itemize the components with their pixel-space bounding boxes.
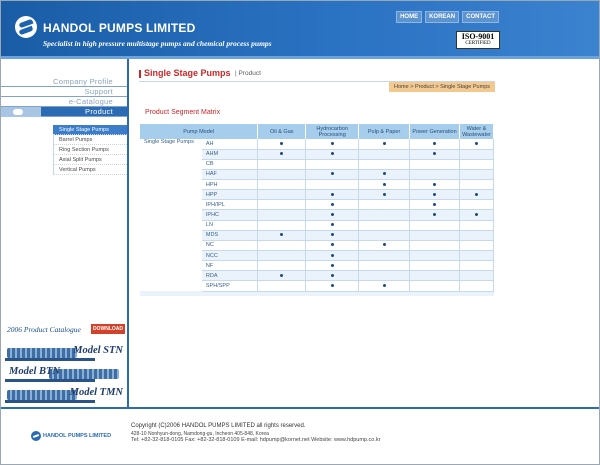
sub-nav	[53, 125, 127, 175]
bullet-icon	[331, 264, 334, 267]
contact-link[interactable]: CONTACT	[462, 11, 499, 23]
pump-illustration-icon	[7, 348, 77, 358]
bullet-icon	[433, 152, 436, 155]
matrix-cell	[306, 180, 359, 190]
footer-brand: HANDOL PUMPS LIMITED	[43, 433, 112, 439]
subnav-ring-section-pumps[interactable]: Ring Section Pumps	[53, 145, 127, 155]
bullet-icon	[280, 233, 283, 236]
matrix-cell	[306, 230, 359, 240]
site-header	[1, 1, 599, 59]
bullet-icon	[331, 254, 334, 257]
matrix-cell	[306, 200, 359, 210]
matrix-cell	[359, 230, 410, 240]
matrix-cell	[410, 251, 460, 261]
nav-item-product-label: Product	[85, 107, 113, 116]
bullet-icon	[280, 274, 283, 277]
matrix-cell	[459, 149, 493, 159]
bullet-icon	[383, 243, 386, 246]
matrix-cell	[306, 190, 359, 200]
bullet-icon	[331, 243, 334, 246]
bullet-icon	[433, 193, 436, 196]
group-label: Single Stage Pumps	[144, 139, 194, 145]
download-button[interactable]: DOWNLOAD	[93, 326, 123, 332]
pump-model-cell: HAF	[202, 169, 258, 179]
matrix-cell	[359, 240, 410, 250]
page-section: | Product	[235, 70, 261, 77]
matrix-cell	[459, 281, 493, 291]
matrix-cell	[306, 149, 359, 159]
matrix-cell	[258, 159, 306, 169]
matrix-cell	[459, 210, 493, 220]
pump-model-cell: HPP	[202, 190, 258, 200]
nav-item-e-catalogue[interactable]: e-Catalogue	[1, 97, 127, 107]
footer-address: 428-10 Nonhyun-dong, Namdong-gu, Incheon 405-848, Korea	[131, 431, 269, 437]
pump-model-cell: IPH/IPL	[202, 200, 258, 210]
bullet-icon	[331, 172, 334, 175]
pump-base	[5, 400, 95, 403]
top-links	[396, 11, 499, 23]
matrix-cell	[258, 261, 306, 271]
matrix-cell	[306, 281, 359, 291]
matrix-cell	[258, 180, 306, 190]
matrix-cell	[359, 159, 410, 169]
pump-model-cell: NC	[202, 240, 258, 250]
matrix-cell	[459, 251, 493, 261]
matrix-cell	[258, 149, 306, 159]
matrix-cell	[410, 190, 460, 200]
pump-model-cell: NF	[202, 261, 258, 271]
breadcrumb[interactable]: Home > Product > Single Stage Pumps	[389, 82, 495, 92]
matrix-cell	[459, 190, 493, 200]
bullet-icon	[383, 172, 386, 175]
matrix-cell	[258, 230, 306, 240]
matrix-cell	[359, 180, 410, 190]
matrix-cell	[258, 210, 306, 220]
matrix-cell	[359, 169, 410, 179]
col-hydrocarbon: Hydrocarbon Processing	[306, 124, 359, 139]
matrix-cell	[459, 240, 493, 250]
subnav-barrel-pumps[interactable]: Barrel Pumps	[53, 135, 127, 145]
iso-badge	[456, 31, 500, 49]
col-power: Power Generation	[410, 124, 460, 139]
matrix-cell	[306, 261, 359, 271]
home-link[interactable]: HOME	[396, 11, 422, 23]
matrix-cell	[359, 220, 410, 230]
matrix-cell	[410, 240, 460, 250]
matrix-cell	[306, 240, 359, 250]
pump-model-cell: CB	[202, 159, 258, 169]
pump-illustration-icon	[7, 390, 77, 400]
footer-copyright: Copyright (C)2006 HANDOL PUMPS LIMITED all rights reserved.	[131, 423, 306, 429]
col-pulp-paper: Pulp & Paper	[359, 124, 410, 139]
col-water: Water & Wastewater	[459, 124, 493, 139]
matrix-cell	[258, 139, 306, 149]
matrix-cell	[306, 159, 359, 169]
iso-badge-title: ISO-9001	[461, 32, 495, 41]
brand-name[interactable]: HANDOL PUMPS LIMITED	[43, 21, 196, 35]
model-btn-label: Model BTN	[9, 366, 61, 377]
bullet-icon	[475, 193, 478, 196]
matrix-cell	[459, 271, 493, 281]
matrix-cell	[306, 220, 359, 230]
matrix-cell	[459, 159, 493, 169]
matrix-cell	[359, 251, 410, 261]
matrix-cell	[410, 200, 460, 210]
bullet-icon	[331, 233, 334, 236]
nav-item-company-profile[interactable]: Company Profile	[1, 77, 127, 87]
matrix-cell	[459, 139, 493, 149]
matrix-cell	[258, 271, 306, 281]
bullet-icon	[331, 274, 334, 277]
matrix-cell	[258, 190, 306, 200]
subnav-single-stage-pumps[interactable]: Single Stage Pumps	[53, 125, 127, 135]
nav-item-support[interactable]: Support	[1, 87, 127, 97]
matrix-cell	[258, 251, 306, 261]
subnav-vertical-pumps[interactable]: Vertical Pumps	[53, 165, 127, 175]
model-stn-banner[interactable]	[3, 342, 127, 362]
bullet-icon	[475, 213, 478, 216]
table-header-row	[140, 124, 494, 139]
col-oil-gas: Oil & Gas	[258, 124, 306, 139]
bullet-icon	[331, 223, 334, 226]
matrix-cell	[410, 139, 460, 149]
matrix-cell	[410, 230, 460, 240]
table-footer-cell	[140, 291, 494, 296]
matrix-cell	[306, 169, 359, 179]
main-content	[131, 59, 598, 407]
segment-matrix-title: Product Segment Matrix	[145, 109, 221, 116]
pump-base	[5, 358, 95, 361]
matrix-cell	[306, 251, 359, 261]
bullet-icon	[280, 152, 283, 155]
catalogue-banner	[5, 323, 127, 337]
matrix-cell	[359, 149, 410, 159]
matrix-cell	[410, 169, 460, 179]
pump-model-cell: RDA	[202, 271, 258, 281]
matrix-cell	[359, 271, 410, 281]
table-row	[140, 139, 494, 149]
matrix-cell	[410, 220, 460, 230]
matrix-cell	[306, 271, 359, 281]
matrix-cell	[306, 139, 359, 149]
pump-model-cell: IPHC	[202, 210, 258, 220]
pump-model-cell: MDS	[202, 230, 258, 240]
footer-contact: Tel: +82-32-818-0105 Fax: +82-32-818-0109 E-mail: hdpump@kornet.net Website: www.hdpump.co.kr	[131, 437, 381, 443]
page-title: Single Stage Pumps	[144, 68, 231, 78]
col-pump-model: Pump Model	[140, 124, 258, 139]
bullet-icon	[433, 142, 436, 145]
iso-badge-sub: CERTIFIED	[465, 41, 491, 46]
korean-link[interactable]: KOREAN	[425, 11, 459, 23]
matrix-cell	[359, 139, 410, 149]
brand-tagline: Specialist in high pressure multistage pumps and chemical process pumps	[43, 39, 272, 48]
bullet-icon	[383, 193, 386, 196]
matrix-cell	[359, 210, 410, 220]
pump-model-cell: SPH/SPP	[202, 281, 258, 291]
matrix-cell	[459, 180, 493, 190]
footer-logo-icon	[31, 431, 41, 441]
matrix-cell	[459, 169, 493, 179]
bullet-icon	[383, 142, 386, 145]
bullet-icon	[331, 193, 334, 196]
sidebar-divider	[127, 59, 129, 407]
bullet-icon	[383, 284, 386, 287]
table-footer-bar	[140, 291, 494, 296]
matrix-cell	[306, 210, 359, 220]
matrix-cell	[459, 220, 493, 230]
model-btn-banner[interactable]	[3, 363, 127, 383]
matrix-cell	[410, 159, 460, 169]
matrix-cell	[459, 230, 493, 240]
pump-model-cell: AHM	[202, 149, 258, 159]
matrix-cell	[359, 261, 410, 271]
matrix-cell	[410, 271, 460, 281]
matrix-cell	[258, 220, 306, 230]
pump-model-cell: HPH	[202, 180, 258, 190]
bullet-icon	[331, 213, 334, 216]
matrix-cell	[258, 240, 306, 250]
title-marker	[139, 70, 141, 78]
bullet-icon	[475, 142, 478, 145]
bullet-icon	[331, 203, 334, 206]
model-tmn-label: Model TMN	[69, 387, 123, 398]
matrix-cell	[410, 180, 460, 190]
matrix-body	[140, 139, 494, 296]
matrix-cell	[459, 200, 493, 210]
bullet-icon	[433, 183, 436, 186]
matrix-cell	[410, 210, 460, 220]
bullet-icon	[383, 183, 386, 186]
segment-matrix-table	[140, 124, 494, 296]
nav-active-marker	[1, 107, 41, 117]
bullet-icon	[331, 284, 334, 287]
nav-item-product[interactable]	[1, 107, 127, 117]
matrix-cell	[410, 281, 460, 291]
bullet-icon	[331, 142, 334, 145]
bullet-icon	[433, 203, 436, 206]
pump-model-cell: LN	[202, 220, 258, 230]
matrix-cell	[258, 281, 306, 291]
bullet-icon	[280, 142, 283, 145]
matrix-cell	[359, 281, 410, 291]
matrix-cell	[459, 261, 493, 271]
subnav-axial-split-pumps[interactable]: Axial Split Pumps	[53, 155, 127, 165]
pump-model-cell: AH	[202, 139, 258, 149]
matrix-cell	[410, 149, 460, 159]
model-stn-label: Model STN	[73, 345, 123, 356]
pump-base	[5, 379, 95, 382]
matrix-cell	[258, 200, 306, 210]
main-nav	[1, 77, 127, 117]
pump-model-cell: NCC	[202, 251, 258, 261]
page-title-bar	[139, 68, 499, 80]
company-logo-icon[interactable]	[15, 16, 37, 38]
matrix-cell	[258, 169, 306, 179]
left-sidebar	[1, 59, 129, 407]
model-tmn-banner[interactable]	[3, 384, 127, 404]
matrix-cell	[359, 200, 410, 210]
catalogue-title: 2006 Product Catalogue	[7, 325, 81, 334]
bullet-icon	[331, 152, 334, 155]
matrix-cell	[359, 190, 410, 200]
bullet-icon	[433, 213, 436, 216]
site-footer	[1, 407, 599, 464]
matrix-cell	[410, 261, 460, 271]
